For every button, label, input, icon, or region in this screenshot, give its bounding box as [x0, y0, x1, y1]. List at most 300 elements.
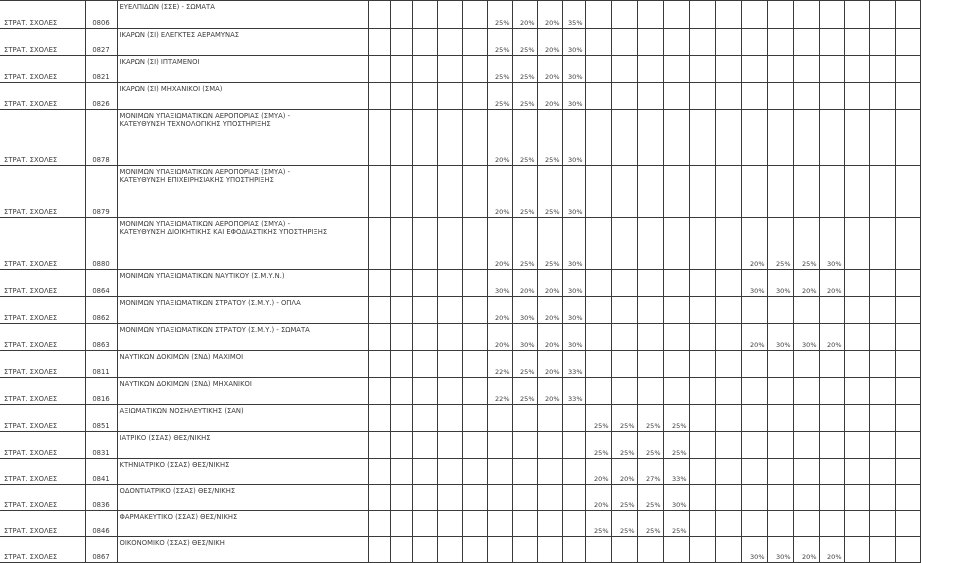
percentage-cell — [819, 297, 844, 324]
percentage-cell — [611, 1, 637, 29]
percentage-cell: 20% — [819, 537, 844, 563]
percentage-cell: 30% — [512, 297, 537, 324]
table-row — [0, 218, 920, 270]
percentage-cell: 25% — [637, 511, 663, 537]
percentage-cell — [487, 537, 512, 563]
percentage-cell — [437, 324, 462, 351]
percentage-cell — [741, 511, 767, 537]
department-name-cell — [117, 405, 368, 432]
percentage-cell — [585, 218, 611, 270]
percentage-cell: 25% — [585, 511, 611, 537]
department-name-line: ΙΚΑΡΩΝ (ΣΙ) ΕΛΕΓΚΤΕΣ ΑΕΡΑΜΥΝΑΣ — [119, 31, 240, 39]
percentage-cell — [437, 110, 462, 166]
school-type-cell: ΣΤΡΑΤ. ΣΧΟΛΕΣ — [0, 459, 85, 485]
percentage-cell — [412, 270, 437, 297]
percentage-cell — [663, 166, 689, 218]
percentage-cell — [844, 83, 869, 110]
percentage-cell — [741, 378, 767, 405]
percentage-cell — [844, 485, 869, 511]
percentage-cell — [741, 29, 767, 56]
school-type-cell: ΣΤΡΑΤ. ΣΧΟΛΕΣ — [0, 83, 85, 110]
percentage-cell — [663, 56, 689, 83]
percentage-cell — [512, 537, 537, 563]
percentage-cell — [611, 351, 637, 378]
percentage-cell — [390, 297, 412, 324]
percentage-cell — [537, 511, 562, 537]
percentage-cell — [689, 378, 715, 405]
percentage-cell — [767, 351, 793, 378]
percentage-cell — [793, 485, 819, 511]
percentage-cell: 30% — [562, 270, 585, 297]
percentage-cell: 30% — [767, 324, 793, 351]
percentage-cell — [637, 83, 663, 110]
percentage-cell — [390, 405, 412, 432]
percentage-cell: 30% — [562, 324, 585, 351]
percentage-cell — [793, 29, 819, 56]
percentage-cell — [462, 270, 487, 297]
percentage-cell — [462, 324, 487, 351]
percentage-cell — [611, 110, 637, 166]
percentage-cell — [819, 166, 844, 218]
percentage-cell: 20% — [537, 297, 562, 324]
percentage-cell — [611, 270, 637, 297]
percentage-cell: 25% — [487, 83, 512, 110]
percentage-cell: 20% — [537, 83, 562, 110]
percentage-cell: 30% — [512, 324, 537, 351]
percentage-cell — [741, 166, 767, 218]
percentage-cell — [869, 110, 895, 166]
percentage-cell — [767, 297, 793, 324]
percentage-cell — [412, 378, 437, 405]
percentage-cell — [412, 83, 437, 110]
school-type-cell: ΣΤΡΑΤ. ΣΧΟΛΕΣ — [0, 218, 85, 270]
school-type-cell: ΣΤΡΑΤ. ΣΧΟΛΕΣ — [0, 297, 85, 324]
percentage-cell — [537, 459, 562, 485]
percentage-cell — [663, 351, 689, 378]
percentage-cell — [437, 405, 462, 432]
percentage-cell — [689, 270, 715, 297]
school-type-cell: ΣΤΡΑΤ. ΣΧΟΛΕΣ — [0, 56, 85, 83]
percentage-cell — [611, 537, 637, 563]
percentage-cell — [663, 297, 689, 324]
percentage-cell — [869, 56, 895, 83]
percentage-cell — [844, 270, 869, 297]
percentage-cell — [793, 297, 819, 324]
percentage-cell: 20% — [611, 459, 637, 485]
department-code-cell: 0879 — [85, 166, 117, 218]
percentage-cell — [767, 432, 793, 459]
table-row — [0, 324, 920, 351]
table-row — [0, 297, 920, 324]
department-name-line: ΝΑΥΤΙΚΩΝ ΔΟΚΙΜΩΝ (ΣΝΔ) ΜΗΧΑΝΙΚΟΙ — [119, 380, 252, 388]
percentage-cell — [793, 432, 819, 459]
department-name-line: ΚΑΤΕΥΘΥΝΣΗ ΤΕΧΝΟΛΟΓΙΚΗΣ ΥΠΟΣΤΗΡΙΞΗΣ — [119, 120, 271, 128]
department-name-cell — [117, 378, 368, 405]
percentage-cell — [412, 324, 437, 351]
percentage-cell — [819, 56, 844, 83]
percentage-cell — [715, 511, 741, 537]
percentage-cell: 20% — [741, 324, 767, 351]
percentage-cell — [844, 432, 869, 459]
percentage-cell — [637, 166, 663, 218]
percentage-cell — [767, 29, 793, 56]
percentage-cell — [819, 1, 844, 29]
percentage-cell — [767, 405, 793, 432]
department-code-cell: 0831 — [85, 432, 117, 459]
department-name-line: ΟΔΟΝΤΙΑΤΡΙΚΟ (ΣΣΑΣ) ΘΕΣ/ΝΙΚΗΣ — [119, 487, 236, 495]
percentage-cell: 20% — [819, 270, 844, 297]
percentage-cell — [715, 110, 741, 166]
percentage-cell — [368, 1, 390, 29]
department-name-line: ΝΑΥΤΙΚΩΝ ΔΟΚΙΜΩΝ (ΣΝΔ) ΜΑΧΙΜΟΙ — [119, 353, 244, 361]
percentage-cell — [895, 537, 920, 563]
percentage-cell — [844, 56, 869, 83]
percentage-cell — [663, 537, 689, 563]
percentage-cell — [412, 432, 437, 459]
percentage-cell: 25% — [537, 110, 562, 166]
percentage-cell — [437, 485, 462, 511]
department-code-cell: 0841 — [85, 459, 117, 485]
percentage-cell: 25% — [663, 511, 689, 537]
department-name-cell — [117, 1, 368, 29]
percentage-cell — [637, 378, 663, 405]
department-code-cell: 0862 — [85, 297, 117, 324]
percentage-cell — [462, 459, 487, 485]
percentage-cell — [715, 537, 741, 563]
percentage-cell: 20% — [487, 297, 512, 324]
percentage-cell — [793, 405, 819, 432]
percentage-cell — [462, 218, 487, 270]
percentage-cell — [663, 110, 689, 166]
percentage-cell — [637, 110, 663, 166]
department-name-line: ΚΑΤΕΥΘΥΝΣΗ ΔΙΟΙΚΗΤΙΚΗΣ ΚΑΙ ΕΦΟΔΙΑΣΤΙΚΗΣ ΥΠΟΣΤΗΡΙΞΗΣ — [119, 228, 328, 236]
percentage-cell — [895, 297, 920, 324]
percentage-cell — [412, 218, 437, 270]
percentage-cell — [412, 110, 437, 166]
percentage-cell — [390, 324, 412, 351]
percentage-cell — [462, 485, 487, 511]
percentage-cell — [895, 83, 920, 110]
percentage-cell — [512, 511, 537, 537]
percentage-cell: 30% — [741, 537, 767, 563]
percentage-cell: 20% — [537, 378, 562, 405]
percentage-cell — [562, 511, 585, 537]
percentage-cell: 25% — [637, 405, 663, 432]
percentage-cell — [819, 459, 844, 485]
percentage-cell — [537, 432, 562, 459]
percentage-cell — [844, 324, 869, 351]
percentage-cell — [869, 218, 895, 270]
table-row — [0, 378, 920, 405]
percentage-cell — [869, 511, 895, 537]
percentage-cell — [368, 110, 390, 166]
percentage-cell — [844, 405, 869, 432]
percentage-cell — [412, 297, 437, 324]
percentage-cell — [412, 29, 437, 56]
percentage-cell — [412, 459, 437, 485]
percentage-cell — [637, 218, 663, 270]
department-code-cell: 0878 — [85, 110, 117, 166]
percentage-cell — [585, 166, 611, 218]
percentage-cell — [844, 1, 869, 29]
percentage-cell — [585, 537, 611, 563]
percentage-cell — [487, 432, 512, 459]
percentage-cell — [741, 432, 767, 459]
percentage-cell — [819, 351, 844, 378]
percentage-cell: 20% — [585, 459, 611, 485]
percentage-cell: 30% — [819, 218, 844, 270]
percentage-cell: 25% — [512, 83, 537, 110]
percentage-cell — [368, 324, 390, 351]
percentage-cell: 30% — [663, 485, 689, 511]
percentage-cell — [611, 166, 637, 218]
percentage-cell — [462, 537, 487, 563]
percentage-cell — [390, 511, 412, 537]
school-type-cell: ΣΤΡΑΤ. ΣΧΟΛΕΣ — [0, 432, 85, 459]
percentage-cell — [793, 459, 819, 485]
percentage-cell — [487, 511, 512, 537]
percentage-cell — [895, 110, 920, 166]
department-name-line: ΙΚΑΡΩΝ (ΣΙ) ΙΠΤΑΜΕΝΟΙ — [119, 58, 200, 66]
department-code-cell: 0806 — [85, 1, 117, 29]
percentage-cell — [715, 297, 741, 324]
percentage-cell — [637, 56, 663, 83]
percentage-cell: 25% — [611, 432, 637, 459]
department-code-cell: 0816 — [85, 378, 117, 405]
percentage-cell — [437, 511, 462, 537]
percentage-cell: 30% — [562, 83, 585, 110]
percentage-cell — [663, 83, 689, 110]
percentage-cell — [869, 351, 895, 378]
percentage-cell — [437, 432, 462, 459]
department-name-line: ΜΟΝΙΜΩΝ ΥΠΑΞΙΩΜΑΤΙΚΩΝ ΑΕΡΟΠΟΡΙΑΣ (ΣΜΥΑ) - — [119, 220, 291, 228]
department-name-cell — [117, 110, 368, 166]
department-name-line: ΕΥΕΛΠΙΔΩΝ (ΣΣΕ) - ΣΩΜΑΤΑ — [119, 3, 215, 11]
percentage-cell — [895, 511, 920, 537]
percentage-cell — [869, 83, 895, 110]
percentage-cell — [895, 459, 920, 485]
percentage-cell: 25% — [637, 432, 663, 459]
percentage-cell — [767, 56, 793, 83]
percentage-cell: 20% — [487, 110, 512, 166]
percentage-cell — [689, 166, 715, 218]
percentage-cell — [585, 56, 611, 83]
percentage-cell — [512, 459, 537, 485]
percentage-cell — [689, 485, 715, 511]
percentage-cell: 20% — [793, 270, 819, 297]
percentage-cell: 30% — [793, 324, 819, 351]
percentage-cell — [537, 405, 562, 432]
percentage-cell — [462, 405, 487, 432]
percentage-cell — [895, 1, 920, 29]
percentage-cell: 30% — [562, 218, 585, 270]
percentage-cell — [368, 297, 390, 324]
percentage-cell — [689, 110, 715, 166]
percentage-cell — [844, 351, 869, 378]
percentage-cell — [437, 297, 462, 324]
percentage-cell — [611, 324, 637, 351]
percentage-cell — [741, 56, 767, 83]
percentage-cell — [741, 485, 767, 511]
percentage-cell — [689, 511, 715, 537]
percentage-cell: 20% — [487, 324, 512, 351]
department-code-cell: 0826 — [85, 83, 117, 110]
percentage-cell — [437, 537, 462, 563]
percentage-cell — [895, 56, 920, 83]
percentage-cell — [390, 29, 412, 56]
department-code-cell: 0851 — [85, 405, 117, 432]
percentage-cell: 30% — [487, 270, 512, 297]
percentage-cell — [741, 351, 767, 378]
percentage-cell: 20% — [537, 1, 562, 29]
percentage-cell: 20% — [487, 166, 512, 218]
department-name-cell — [117, 218, 368, 270]
percentage-cell — [844, 29, 869, 56]
percentage-cell — [585, 297, 611, 324]
percentage-cell: 20% — [537, 351, 562, 378]
percentage-cell: 30% — [767, 270, 793, 297]
percentage-cell — [895, 351, 920, 378]
percentage-cell — [412, 351, 437, 378]
school-type-cell: ΣΤΡΑΤ. ΣΧΟΛΕΣ — [0, 324, 85, 351]
percentage-cell — [689, 405, 715, 432]
percentage-cell: 27% — [637, 459, 663, 485]
table-row — [0, 511, 920, 537]
percentage-cell — [437, 166, 462, 218]
percentage-cell — [715, 83, 741, 110]
percentage-cell: 25% — [487, 1, 512, 29]
percentage-cell — [637, 1, 663, 29]
percentage-cell — [437, 218, 462, 270]
percentage-cell — [637, 270, 663, 297]
percentage-cell — [767, 83, 793, 110]
percentage-cell: 25% — [537, 166, 562, 218]
department-name-cell — [117, 297, 368, 324]
percentage-cell: 25% — [767, 218, 793, 270]
department-name-cell — [117, 166, 368, 218]
department-name-cell — [117, 29, 368, 56]
department-name-line: ΟΙΚΟΝΟΜΙΚΟ (ΣΣΑΣ) ΘΕΣ/ΝΙΚΗ — [119, 539, 225, 547]
percentage-cell — [611, 56, 637, 83]
percentage-cell — [715, 351, 741, 378]
percentage-cell — [869, 485, 895, 511]
percentage-cell — [437, 378, 462, 405]
table-row — [0, 405, 920, 432]
percentage-cell: 25% — [512, 56, 537, 83]
percentage-cell — [462, 351, 487, 378]
department-name-line: ΜΟΝΙΜΩΝ ΥΠΑΞΙΩΜΑΤΙΚΩΝ ΣΤΡΑΤΟΥ (Σ.Μ.Υ.) - ΟΠΛΑ — [119, 299, 301, 307]
table-row — [0, 83, 920, 110]
department-name-line: ΚΤΗΝΙΑΤΡΙΚΟ (ΣΣΑΣ) ΘΕΣ/ΝΙΚΗΣ — [119, 461, 230, 469]
percentage-cell: 25% — [585, 405, 611, 432]
percentage-cell — [390, 351, 412, 378]
percentage-cell — [689, 1, 715, 29]
percentage-cell — [611, 378, 637, 405]
percentage-cell — [368, 432, 390, 459]
percentage-cell — [819, 29, 844, 56]
percentage-cell: 25% — [611, 485, 637, 511]
percentage-cell — [663, 29, 689, 56]
percentage-cell — [585, 378, 611, 405]
table-row — [0, 29, 920, 56]
school-type-cell: ΣΤΡΑΤ. ΣΧΟΛΕΣ — [0, 405, 85, 432]
percentage-cell — [462, 378, 487, 405]
percentage-cell: 20% — [537, 29, 562, 56]
percentage-cell — [368, 351, 390, 378]
percentage-cell: 20% — [537, 324, 562, 351]
percentage-cell — [869, 405, 895, 432]
percentage-cell — [819, 110, 844, 166]
percentage-cell — [689, 459, 715, 485]
percentage-cell — [390, 459, 412, 485]
percentage-cell — [869, 297, 895, 324]
percentage-cell: 30% — [562, 110, 585, 166]
percentage-cell — [715, 485, 741, 511]
table-row — [0, 270, 920, 297]
percentage-cell — [869, 270, 895, 297]
percentage-cell — [611, 218, 637, 270]
percentage-cell: 25% — [537, 218, 562, 270]
percentage-cell — [895, 29, 920, 56]
department-name-cell — [117, 351, 368, 378]
percentage-cell — [793, 511, 819, 537]
percentage-cell — [462, 1, 487, 29]
percentage-cell — [637, 324, 663, 351]
percentage-cell — [462, 83, 487, 110]
department-code-cell: 0827 — [85, 29, 117, 56]
percentage-cell: 25% — [611, 511, 637, 537]
percentage-cell — [637, 351, 663, 378]
department-code-cell: 0811 — [85, 351, 117, 378]
percentage-cell — [537, 537, 562, 563]
school-type-cell: ΣΤΡΑΤ. ΣΧΟΛΕΣ — [0, 511, 85, 537]
department-name-line: ΜΟΝΙΜΩΝ ΥΠΑΞΙΩΜΑΤΙΚΩΝ ΝΑΥΤΙΚΟΥ (Σ.Μ.Υ.Ν.) — [119, 272, 285, 280]
percentage-cell — [437, 351, 462, 378]
department-name-cell — [117, 459, 368, 485]
percentage-cell — [462, 432, 487, 459]
school-type-cell: ΣΤΡΑΤ. ΣΧΟΛΕΣ — [0, 537, 85, 563]
percentage-cell — [819, 485, 844, 511]
percentage-cell: 30% — [562, 297, 585, 324]
percentage-cell: 30% — [767, 537, 793, 563]
percentage-cell — [390, 537, 412, 563]
percentage-cell — [767, 166, 793, 218]
percentage-cell — [368, 29, 390, 56]
percentage-cell — [585, 270, 611, 297]
percentage-cell: 33% — [562, 378, 585, 405]
percentage-cell: 25% — [611, 405, 637, 432]
percentage-cell — [767, 459, 793, 485]
percentage-cell — [368, 218, 390, 270]
percentage-cell — [562, 459, 585, 485]
table-row — [0, 537, 920, 563]
percentage-cell — [767, 1, 793, 29]
percentage-cell: 22% — [487, 351, 512, 378]
school-type-cell: ΣΤΡΑΤ. ΣΧΟΛΕΣ — [0, 270, 85, 297]
percentage-cell — [715, 459, 741, 485]
percentage-cell — [368, 405, 390, 432]
department-name-line: ΑΞΙΩΜΑΤΙΚΩΝ ΝΟΣΗΛΕΥΤΙΚΗΣ (ΣΑΝ) — [119, 407, 244, 415]
percentage-cell — [793, 56, 819, 83]
percentage-cell — [663, 1, 689, 29]
school-type-cell: ΣΤΡΑΤ. ΣΧΟΛΕΣ — [0, 1, 85, 29]
percentage-cell: 25% — [487, 56, 512, 83]
percentage-cell — [767, 511, 793, 537]
percentage-cell — [412, 537, 437, 563]
percentage-cell — [512, 485, 537, 511]
percentage-cell — [368, 166, 390, 218]
percentage-cell — [412, 485, 437, 511]
